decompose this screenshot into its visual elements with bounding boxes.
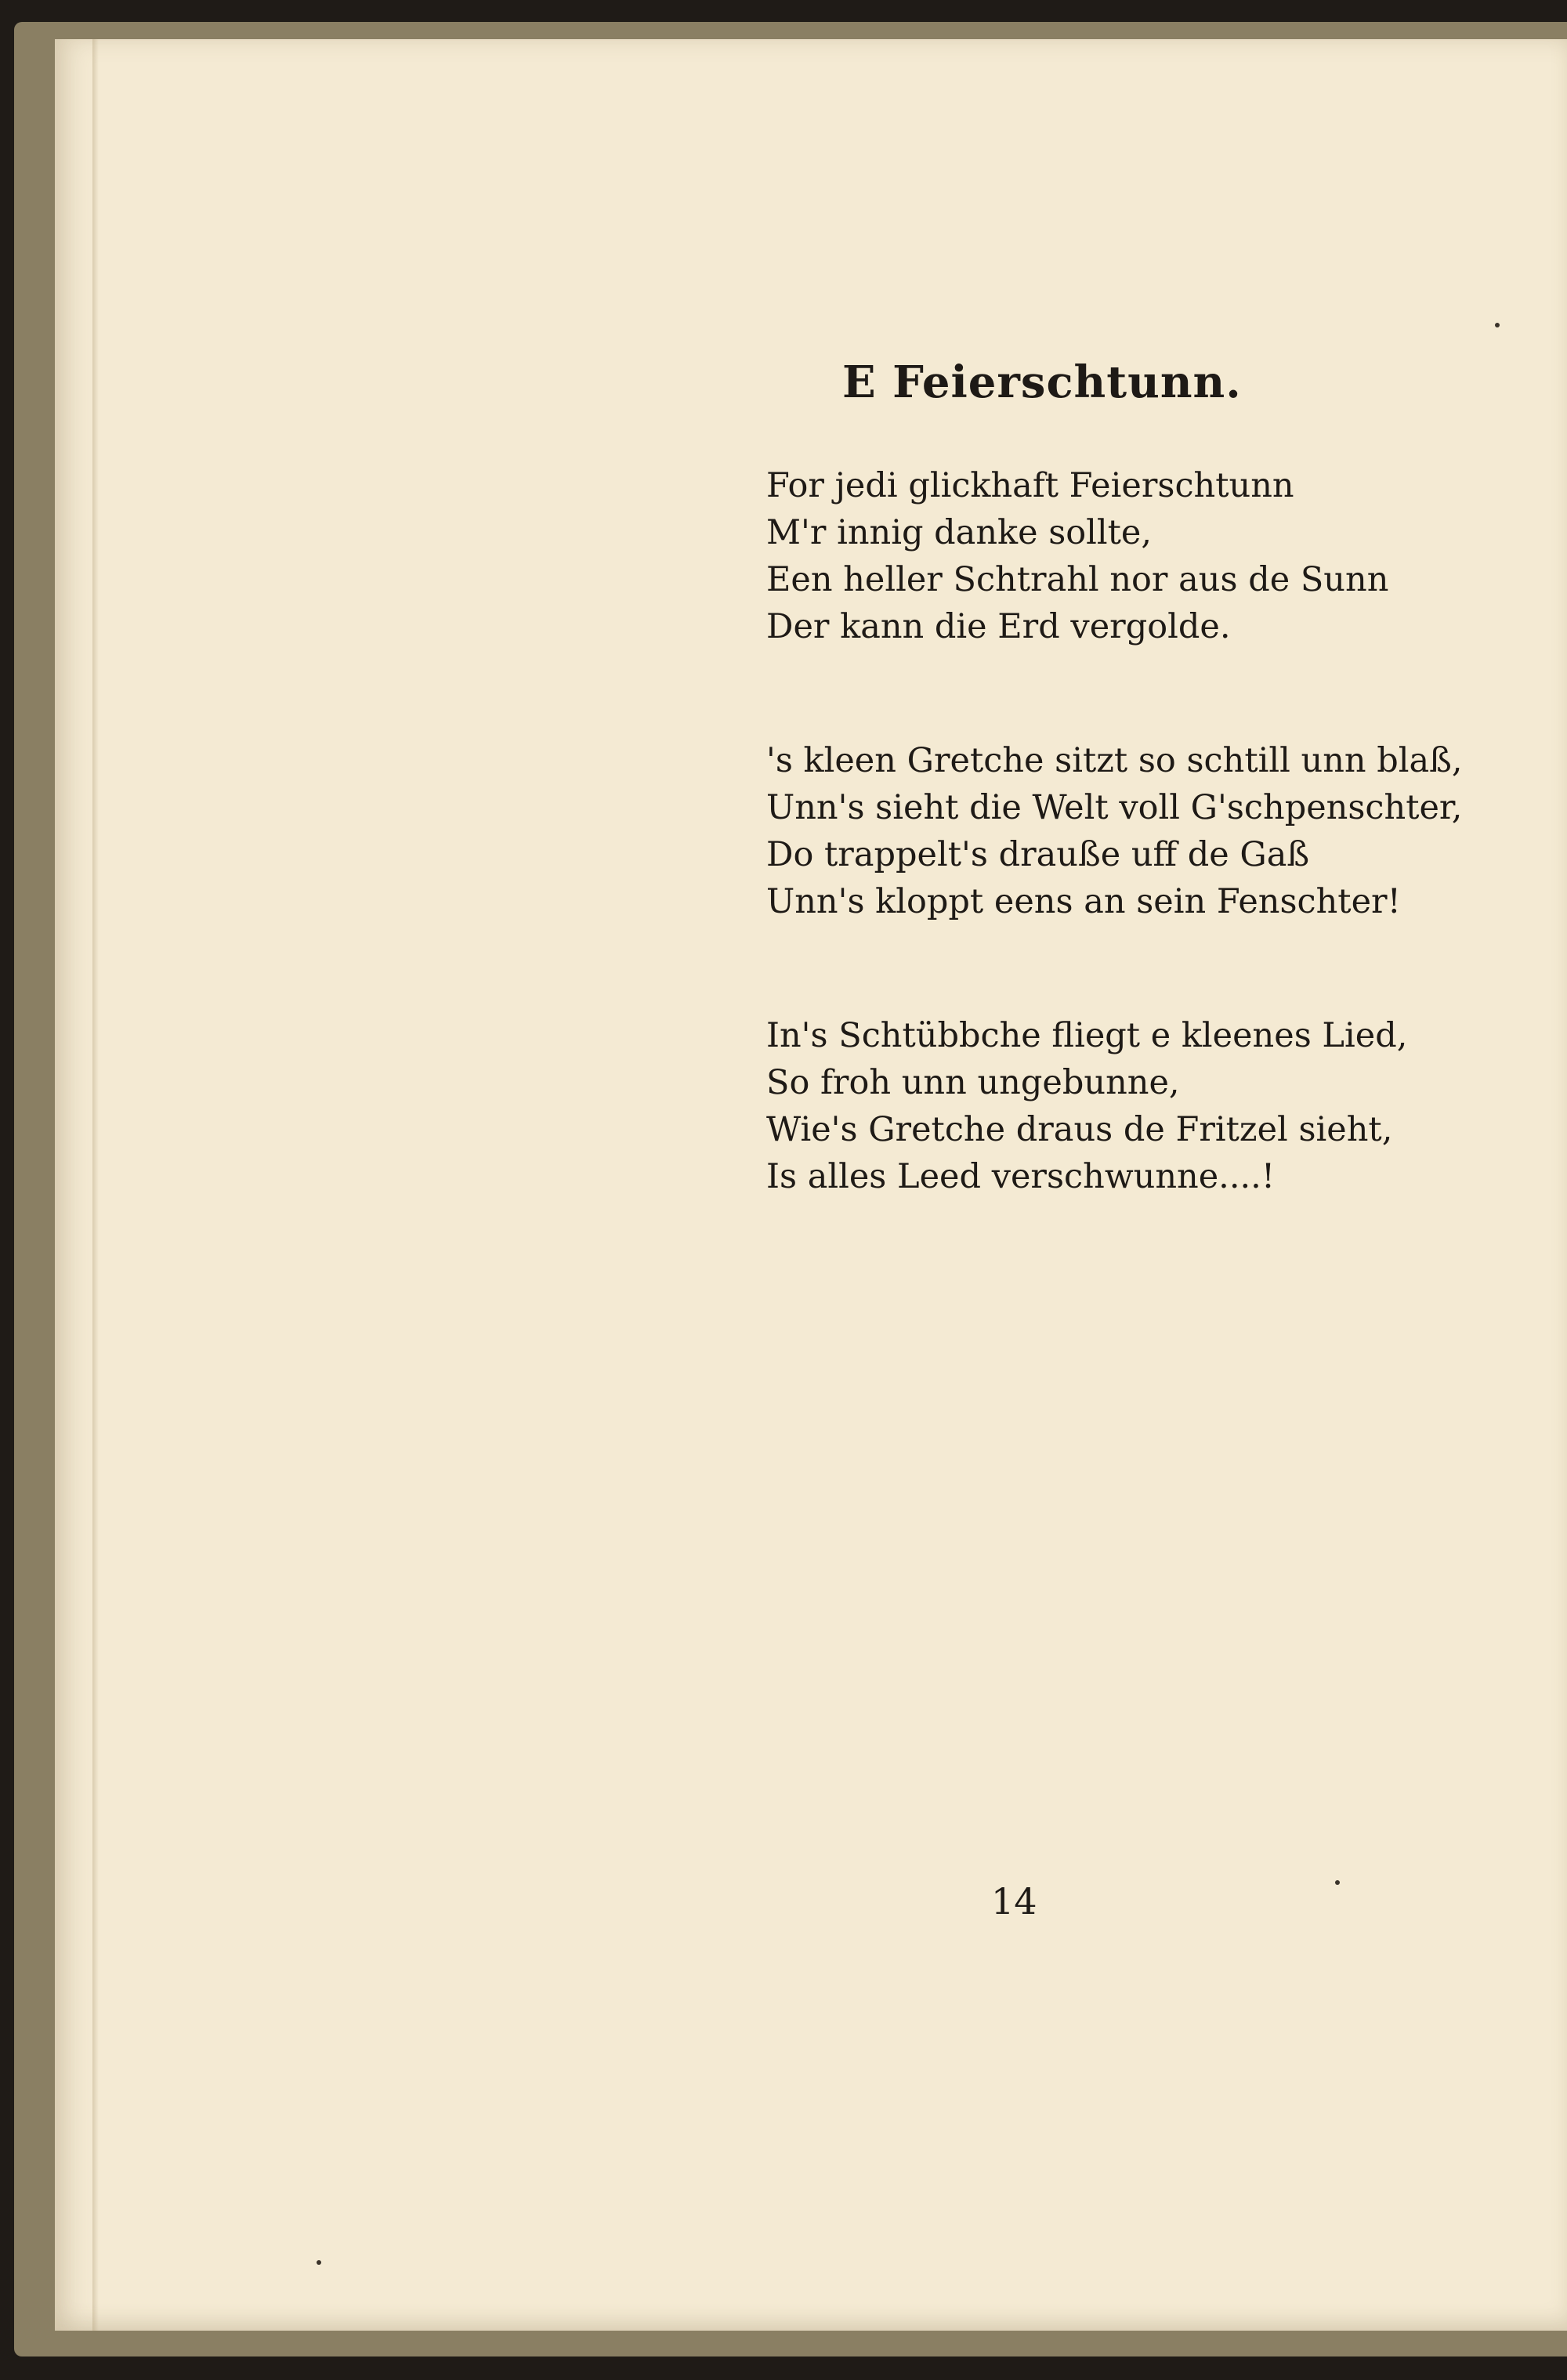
poem-line: Een heller Schtrahl nor aus de Sunn — [766, 560, 1389, 599]
stanza-2 — [766, 737, 1463, 925]
poem-line: Der kann die Erd vergolde. — [766, 607, 1231, 646]
poem-line: So froh unn ungebunne, — [766, 1063, 1180, 1102]
poem-line: Unn's sieht die Welt voll G'schpenschter, — [766, 788, 1463, 827]
paper-speck — [1495, 323, 1500, 327]
poem-line: In's Schtübbche fliegt e kleenes Lied, — [766, 1016, 1408, 1055]
stanza-3 — [766, 1012, 1463, 1200]
poem-line: Do trappelt's drauße uff de Gaß — [766, 835, 1310, 874]
poem-title: E Feierschtunn. — [842, 356, 1242, 408]
page-gutter-shadow — [92, 39, 99, 2331]
poem-body — [766, 462, 1463, 1200]
poem-line: Unn's kloppt eens an sein Fenschter! — [766, 882, 1401, 921]
poem-line: Wie's Gretche draus de Fritzel sieht, — [766, 1110, 1393, 1149]
poem-line: M'r innig danke sollte, — [766, 513, 1153, 552]
poem-line: For jedi glickhaft Feierschtunn — [766, 466, 1294, 505]
paper-speck — [317, 2260, 321, 2265]
poem-line: 's kleen Gretche sitzt so schtill unn blaß, — [766, 741, 1463, 780]
poem-line: Is alles Leed verschwunne....! — [766, 1157, 1276, 1196]
stanza-1 — [766, 462, 1463, 650]
paper-speck — [1335, 1880, 1340, 1885]
page-number: 14 — [991, 1880, 1037, 1922]
